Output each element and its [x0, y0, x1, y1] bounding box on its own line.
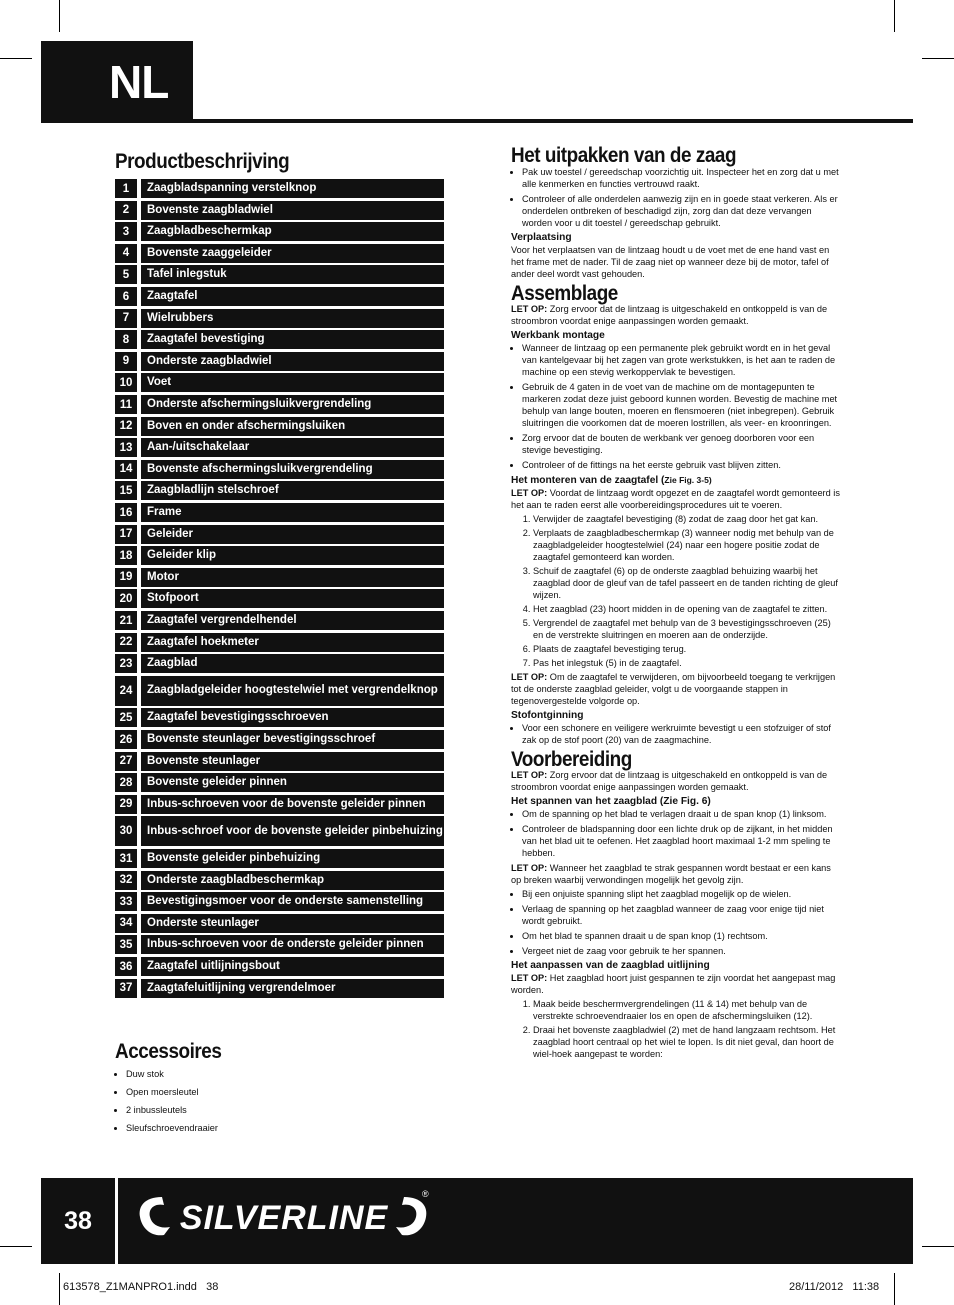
- part-label: Zaagblad: [141, 654, 444, 673]
- crop-mark: [59, 0, 60, 32]
- part-label: Zaagbladlijn stelschroef: [141, 481, 444, 500]
- part-number: 30: [115, 816, 137, 846]
- part-label: Geleider: [141, 525, 444, 544]
- part-number: 3: [115, 222, 137, 241]
- part-number: 37: [115, 979, 137, 998]
- list-item: 2. Verplaats de zaagbladbeschermkap (3) wanneer nodig met behulp van de zaagbladgeleider hoogtestelwiel (24) naar een hogere positie zodat de zaagtafel gemonteerd kan worden.: [533, 527, 843, 563]
- part-row: [115, 265, 444, 284]
- part-row: [115, 330, 444, 349]
- part-row: [115, 935, 444, 954]
- part-row: [115, 352, 444, 371]
- part-row: [115, 752, 444, 771]
- part-label: Onderste afschermingsluikvergrendeling: [141, 395, 444, 414]
- part-row: [115, 417, 444, 436]
- slug-file: 613578_Z1MANPRO1.indd 38: [63, 1281, 219, 1293]
- accessories-list: [115, 1067, 435, 1139]
- part-row: [115, 957, 444, 976]
- part-label: Zaagtafel: [141, 287, 444, 306]
- part-label: Zaagtafel uitlijningsbout: [141, 957, 444, 976]
- part-label: Bovenste geleider pinbehuizing: [141, 849, 444, 868]
- prep-title: Voorbereiding: [511, 748, 632, 771]
- crop-mark: [0, 1246, 32, 1247]
- part-row: [115, 611, 444, 630]
- accessories-title: Accessoires: [115, 1040, 222, 1063]
- crop-mark: [59, 1273, 60, 1305]
- part-label: Bovenste geleider pinnen: [141, 773, 444, 792]
- crop-mark: [922, 1246, 954, 1247]
- list-item: • Gebruik de 4 gaten in de voet van de machine om de montagepunten te markeren zodat deze juist geboord kunnen worden. Bevestig de machine met behulp van lange bouten, moeren en flensmoeren (niet inbegrepen). Gebruik sluitringen die voorkomen dat de moeren lostrillen, als veer- en kroonringen.: [522, 381, 843, 429]
- bench-title: Werkbank montage: [511, 330, 605, 341]
- list-item: • Sleufschroevendraaier: [126, 1121, 435, 1136]
- part-label: Boven en onder afschermingsluiken: [141, 417, 444, 436]
- list-item: • Zorg ervoor dat de bouten de werkbank ver genoeg doorboren voor een stevige bevestiging.: [522, 432, 843, 456]
- list-item: • Verlaag de spanning op het zaagblad wanneer de zaag voor enige tijd niet wordt gebruikt.: [522, 903, 843, 927]
- part-label: Inbus-schroeven voor de bovenste geleider pinnen: [141, 795, 444, 814]
- page-number: 38: [64, 1206, 92, 1235]
- list-item: • Om het blad te spannen draait u de span knop (1) rechtsom.: [522, 930, 843, 942]
- part-label: Wielrubbers: [141, 309, 444, 328]
- list-item: • Open moersleutel: [126, 1085, 435, 1100]
- table-title: Het monteren van de zaagtafel (Zie Fig. 3-5): [511, 475, 712, 486]
- part-label: Bovenste zaaggeleider: [141, 244, 444, 263]
- list-item: 1. Verwijder de zaagtafel bevestiging (8) zodat de zaag door het gat kan.: [533, 513, 843, 525]
- part-label: Onderste zaagbladwiel: [141, 352, 444, 371]
- part-number: 14: [115, 460, 137, 479]
- part-row: [115, 525, 444, 544]
- part-label: Onderste zaagbladbeschermkap: [141, 871, 444, 890]
- part-number: 12: [115, 417, 137, 436]
- part-label: Motor: [141, 568, 444, 587]
- list-item: • Controleer of de fittings na het eerste gebruik vast blijven zitten.: [522, 459, 843, 471]
- part-number: 31: [115, 849, 137, 868]
- part-number: 17: [115, 525, 137, 544]
- part-row: [115, 481, 444, 500]
- part-number: 22: [115, 633, 137, 652]
- part-row: [115, 892, 444, 911]
- list-item: • 2 inbussleutels: [126, 1103, 435, 1118]
- part-number: 19: [115, 568, 137, 587]
- part-number: 34: [115, 914, 137, 933]
- part-row: [115, 395, 444, 414]
- part-label: Zaagtafel vergrendelhendel: [141, 611, 444, 630]
- part-label: Bovenste zaagbladwiel: [141, 201, 444, 220]
- part-number: 36: [115, 957, 137, 976]
- slug-date: 28/11/2012 11:38: [789, 1281, 880, 1293]
- part-label: Zaagbladgeleider hoogtestelwiel met vergrendelknop: [141, 676, 444, 706]
- crop-mark: [0, 58, 32, 59]
- part-label: Zaagtafeluitlijning vergrendelmoer: [141, 979, 444, 998]
- part-number: 4: [115, 244, 137, 263]
- part-label: Zaagtafel bevestigingsschroeven: [141, 708, 444, 727]
- part-row: [115, 546, 444, 565]
- part-row: [115, 309, 444, 328]
- assembly-note: LET OP: Zorg ervoor dat de lintzaag is uitgeschakeld en ontkoppeld is van de stroombron voordat enige aanpassingen worden gemaakt.: [511, 304, 828, 326]
- part-label: Bovenste afschermingsluikvergrendeling: [141, 460, 444, 479]
- tension-note: LET OP: Wanneer het zaagblad te strak gespannen wordt bestaat er een kans op breken waarbij verwondingen mogelijk het gevolg zijn.: [511, 863, 831, 885]
- crop-mark: [894, 1273, 895, 1305]
- part-number: 7: [115, 309, 137, 328]
- list-item: • Controleer de bladspanning door een lichte druk op de zijkant, in het midden van het blad uit te oefenen. Het zaagblad hoort maximaal 1-2 mm speling te hebben.: [522, 823, 843, 859]
- part-number: 9: [115, 352, 137, 371]
- part-row: [115, 589, 444, 608]
- part-label: Voet: [141, 373, 444, 392]
- part-row: [115, 373, 444, 392]
- part-label: Bovenste steunlager bevestigingsschroef: [141, 730, 444, 749]
- part-row: [115, 708, 444, 727]
- product-section-title: [115, 150, 309, 174]
- part-number: 5: [115, 265, 137, 284]
- list-item: 4. Het zaagblad (23) hoort midden in de opening van de zaagtafel te zitten.: [533, 603, 843, 615]
- crop-mark: [922, 58, 954, 59]
- list-item: • Om de spanning op het blad te verlagen draait u de span knop (1) linksom.: [522, 808, 843, 820]
- part-number: 21: [115, 611, 137, 630]
- part-number: 20: [115, 589, 137, 608]
- prep-note: LET OP: Zorg ervoor dat de lintzaag is uitgeschakeld en ontkoppeld is van de stroombron voordat enige aanpassingen worden gemaakt.: [511, 770, 828, 792]
- list-item: • Pak uw toestel / gereedschap voorzichtig uit. Inspecteer het en zorg dat u met alle kenmerken en functies vertrouwd raakt.: [522, 166, 843, 190]
- part-row: [115, 633, 444, 652]
- part-label: Onderste steunlager: [141, 914, 444, 933]
- part-number: 35: [115, 935, 137, 954]
- brand-text: SILVERLINE: [179, 1199, 389, 1237]
- part-number: 23: [115, 654, 137, 673]
- part-label: Geleider klip: [141, 546, 444, 565]
- crop-mark: [894, 0, 895, 32]
- unpack-title: Het uitpakken van de zaag: [511, 144, 737, 167]
- part-label: Zaagtafel bevestiging: [141, 330, 444, 349]
- accessories-section-title: [115, 1040, 233, 1064]
- list-item: • Vergeet niet de zaag voor gebruik te her spannen.: [522, 945, 843, 957]
- part-number: 6: [115, 287, 137, 306]
- part-row: [115, 730, 444, 749]
- part-number: 24: [115, 676, 137, 706]
- part-label: Zaagbladbeschermkap: [141, 222, 444, 241]
- list-item: • Controleer of alle onderdelen aanwezig zijn en in goede staat verkeren. Als er onderdelen ontbreken of beschadigd zijn, zorg dan dat deze vervangen worden voor u dit toestel / gereedschap gebruikt.: [522, 193, 843, 229]
- part-row: [115, 914, 444, 933]
- list-item: 6. Plaats de zaagtafel bevestiging terug.: [533, 643, 843, 655]
- part-row: [115, 201, 444, 220]
- list-item: 2. Draai het bovenste zaagbladwiel (2) met de hand langzaam rechtsom. Het zaagblad hoort centraal op het wiel te lopen. Is dit niet geval, dan hoort de wiel-hoek aangepast te worden:: [533, 1024, 843, 1060]
- part-row: [115, 676, 444, 706]
- product-title: Productbeschrijving: [115, 150, 290, 173]
- part-row: [115, 654, 444, 673]
- part-label: Bevestigingsmoer voor de onderste samenstelling: [141, 892, 444, 911]
- footer-divider: [115, 1178, 118, 1264]
- part-number: 8: [115, 330, 137, 349]
- part-number: 13: [115, 438, 137, 457]
- part-number: 1: [115, 179, 137, 198]
- part-number: 2: [115, 201, 137, 220]
- part-label: Bovenste steunlager: [141, 752, 444, 771]
- language-code: NL: [109, 56, 169, 108]
- part-number: 27: [115, 752, 137, 771]
- transport-title: Verplaatsing: [511, 232, 572, 243]
- part-number: 15: [115, 481, 137, 500]
- part-row: [115, 773, 444, 792]
- dust-title: Stofontginning: [511, 710, 584, 721]
- part-row: [115, 849, 444, 868]
- tension-title: Het spannen van het zaagblad (Zie Fig. 6): [511, 796, 711, 807]
- part-row: [115, 568, 444, 587]
- part-label: Stofpoort: [141, 589, 444, 608]
- table-note: LET OP: Voordat de lintzaag wordt opgezet en de zaagtafel wordt gemonteerd is het aan te raden eerst alle voorbereidingsprocedures uit te voeren.: [511, 488, 840, 510]
- list-item: 7. Pas het inlegstuk (5) in de zaagtafel.: [533, 657, 843, 669]
- align-title: Het aanpassen van de zaagblad uitlijning: [511, 960, 710, 971]
- registered-mark: ®: [422, 1189, 429, 1199]
- transport-text: Voor het verplaatsen van de lintzaag houdt u de voet met de ene hand vast en het frame met de nader. Til de zaag niet op wanneer deze bij de motor, tafel of ander deel wordt vast gehouden.: [511, 245, 830, 279]
- silverline-logo: [134, 1187, 434, 1249]
- language-tab: [41, 41, 193, 123]
- part-number: 32: [115, 871, 137, 890]
- part-row: [115, 438, 444, 457]
- part-label: Zaagbladspanning verstelknop: [141, 179, 444, 198]
- list-item: 3. Schuif de zaagtafel (6) op de onderste zaagblad behuizing waarbij het zaagblad door de gleuf van de tafel passeert en de tanden richting de gleuf wijzen.: [533, 565, 843, 601]
- part-row: [115, 979, 444, 998]
- part-number: 10: [115, 373, 137, 392]
- part-label: Aan-/uitschakelaar: [141, 438, 444, 457]
- list-item: • Voor een schonere en veiligere werkruimte bevestigt u een stofzuiger of stof zak op de stof poort (20) van de zaagmachine.: [522, 722, 843, 746]
- part-row: [115, 460, 444, 479]
- part-number: 26: [115, 730, 137, 749]
- list-item: • Wanneer de lintzaag op een permanente plek gebruikt wordt en in het geval van kantelgevaar bij het zagen van grote werkstukken, is het aan te raden de machine op een stevig werkoppervlak te bevestigen.: [522, 342, 843, 378]
- header-rule: [193, 119, 913, 123]
- part-number: 16: [115, 503, 137, 522]
- list-item: • Bij een onjuiste spanning slipt het zaagblad mogelijk op de wielen.: [522, 888, 843, 900]
- align-note: LET OP: Het zaagblad hoort juist gespannen te zijn voordat het aangepast mag worden.: [511, 973, 836, 995]
- part-number: 25: [115, 708, 137, 727]
- remove-note: LET OP: Om de zaagtafel te verwijderen, om bijvoorbeeld toegang te verkrijgen tot de onderste zaagblad geleider, volgt u de voorgaande stappen in tegenovergestelde volgorde op.: [511, 672, 836, 706]
- part-label: Frame: [141, 503, 444, 522]
- list-item: • Duw stok: [126, 1067, 435, 1082]
- part-row: [115, 222, 444, 241]
- assembly-title: Assemblage: [511, 282, 618, 305]
- part-row: [115, 179, 444, 198]
- part-label: Tafel inlegstuk: [141, 265, 444, 284]
- part-label: Inbus-schroeven voor de onderste geleider pinnen: [141, 935, 444, 954]
- part-label: Inbus-schroef voor de bovenste geleider pinbehuizing: [141, 816, 444, 846]
- list-item: 5. Vergrendel de zaagtafel met behulp van de 3 bevestigingsschroeven (25) en de verstrekte sluitringen en moeren aan de onderzijde.: [533, 617, 843, 641]
- part-number: 28: [115, 773, 137, 792]
- right-column: [511, 144, 843, 1062]
- list-item: 1. Maak beide beschermvergrendelingen (11 & 14) met behulp van de verstrekte schroevendraaier los en open de afschermingsluiken (12).: [533, 998, 843, 1022]
- part-row: [115, 795, 444, 814]
- part-number: 33: [115, 892, 137, 911]
- part-row: [115, 287, 444, 306]
- part-row: [115, 503, 444, 522]
- part-number: 29: [115, 795, 137, 814]
- part-row: [115, 871, 444, 890]
- part-number: 11: [115, 395, 137, 414]
- part-row: [115, 816, 444, 846]
- part-label: Zaagtafel hoekmeter: [141, 633, 444, 652]
- part-number: 18: [115, 546, 137, 565]
- part-row: [115, 244, 444, 263]
